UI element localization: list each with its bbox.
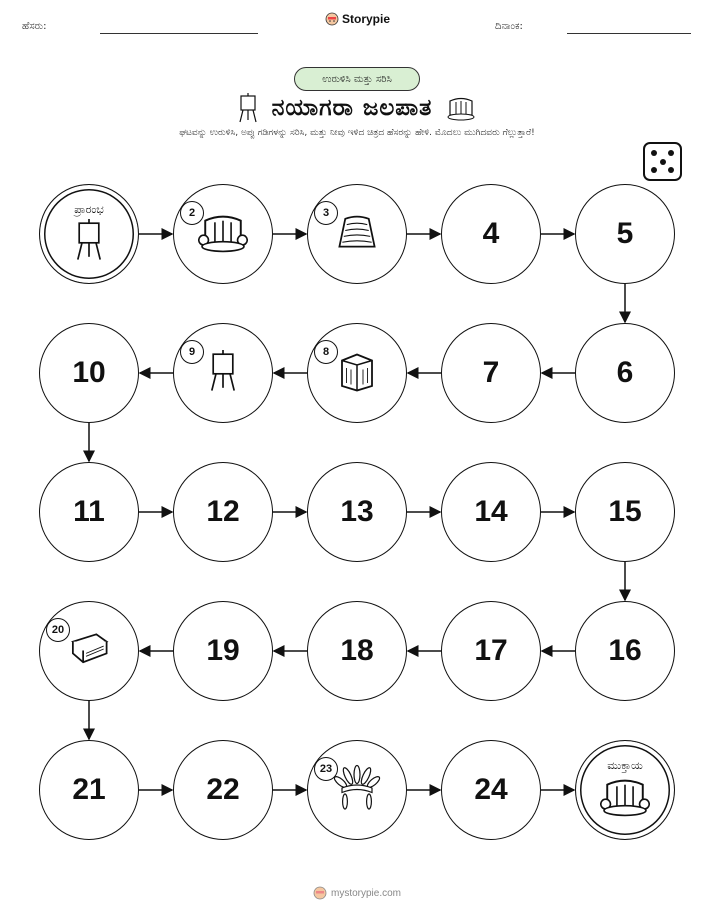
board-cell-24 [441,740,541,840]
book-icon [67,629,111,673]
board-cell-18 [307,601,407,701]
start-label: ಪ್ರಾರಂಭ [74,203,104,216]
board-cell-7 [441,323,541,423]
rock-icon [335,212,379,256]
cell-number: 16 [608,634,642,667]
cell-number: 7 [482,356,500,389]
board-cell-16 [575,601,675,701]
board-cell-9 [173,323,273,423]
cell-number: 24 [474,773,508,806]
headdress-icon [333,764,381,816]
page-title: ನಯಾಗರಾ ಜಲಪಾತ [271,95,433,121]
board-cell-10 [39,323,139,423]
cell-number-badge: 2 [180,201,204,225]
cell-number: 13 [340,495,374,528]
board-cell-6 [575,323,675,423]
cell-number: 14 [474,495,508,528]
waterfall-icon [600,775,650,821]
board-cell-5 [575,184,675,284]
finish-label: ಮುಕ್ತಾಯ [607,759,643,772]
storypie-mascot-icon [313,886,327,900]
footer-url: mystorypie.com [330,887,401,899]
board-cell-2 [173,184,273,284]
cell-number: 10 [72,356,106,389]
name-label: ಹೆಸರು: [22,21,47,32]
cell-number-badge: 8 [314,340,338,364]
cell-number-badge: 3 [314,201,338,225]
cell-number-badge: 20 [46,618,70,642]
cell-number: 5 [616,217,634,250]
board-cell-20 [39,601,139,701]
easel-icon [74,219,104,265]
cell-number: 6 [616,356,634,389]
cell-number: 4 [482,217,500,250]
board-cell-4 [441,184,541,284]
footer [0,886,714,900]
cell-number-badge: 23 [314,757,338,781]
board-cell-12 [173,462,273,562]
board-cell-22 [173,740,273,840]
cell-number: 19 [206,634,240,667]
board-cell-start [39,184,139,284]
board-cell-3 [307,184,407,284]
board-cell-11 [39,462,139,562]
cell-number: 17 [474,634,508,667]
cell-number: 22 [206,773,240,806]
board-cell-13 [307,462,407,562]
cell-number: 11 [73,495,105,528]
board-cell-23 [307,740,407,840]
date-label: ದಿನಾಂಕ: [495,21,523,32]
cell-number: 12 [206,495,240,528]
activity-tag: ಉರುಳಿಸಿ ಮತ್ತು ಸರಿಸಿ [294,67,420,91]
board-cell-19 [173,601,273,701]
cell-number: 18 [340,634,374,667]
cell-number: 21 [72,773,106,806]
brand-name: Storypie [342,12,391,26]
waterfall-icon [198,211,248,257]
board-cell-finish [575,740,675,840]
cell-number-badge: 9 [180,340,204,364]
easel-icon [208,350,238,396]
board-cell-8 [307,323,407,423]
board-cell-17 [441,601,541,701]
instructions: ಘಟವನ್ನು ಉರುಳಿಸಿ, ಅಪ್ಪು ಗಡಿಗಳನ್ನು ಸರಿಸಿ, ಮತ್ತು ನೀವು ಇಳಿದ ಚಿತ್ರದ ಹೆಸರನ್ನು ಹೇಳಿ. ಮೊದಲು ಮುಗಿದವರು ಗೆಲ್ಲುತ್ತಾರೆ! [179,128,535,138]
board-cell-21 [39,740,139,840]
board-cell-14 [441,462,541,562]
cube-rock-icon [337,350,377,396]
board-cell-15 [575,462,675,562]
cell-number: 15 [608,495,642,528]
